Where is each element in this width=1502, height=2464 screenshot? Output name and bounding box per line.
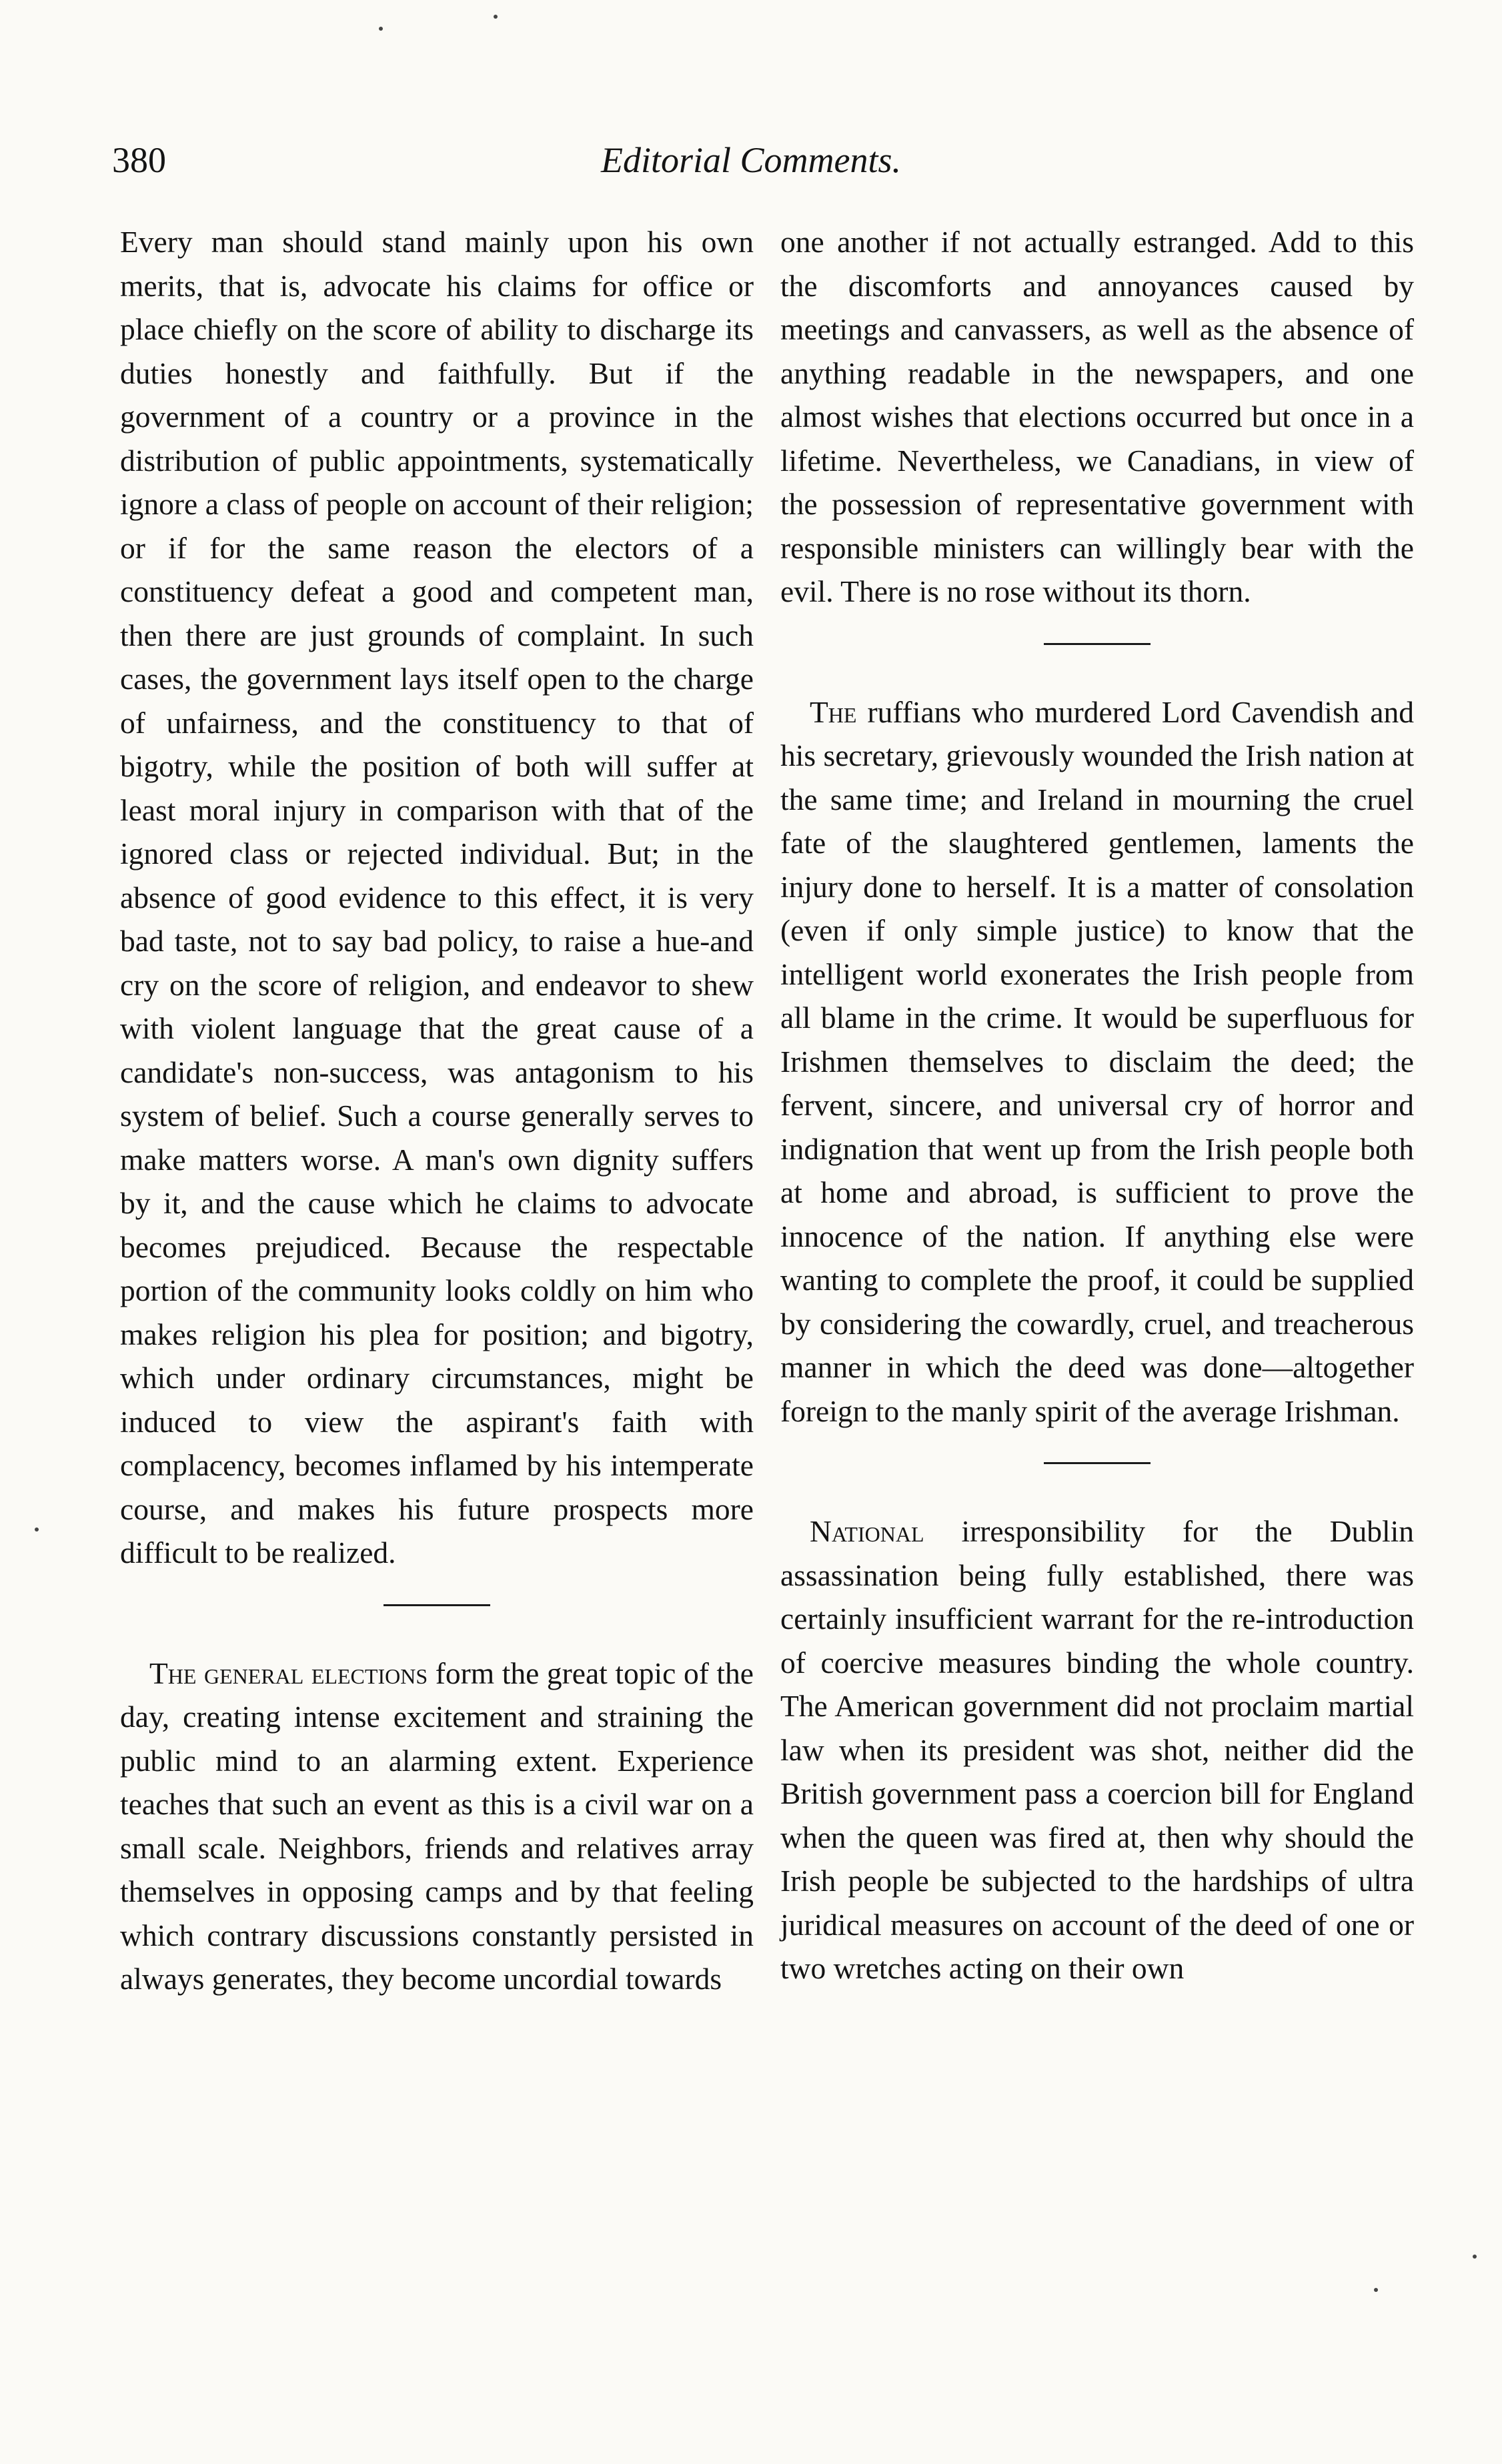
paragraph-lead-words: The: [810, 694, 857, 729]
scan-speck: [494, 15, 498, 19]
paragraph-lead-words: The general elections: [149, 1656, 428, 1690]
paragraph-ruffians: [780, 690, 1414, 1433]
paragraph-body: irresponsibility for the Dublin assassination being fully established, there was certainly insufficient warrant for the re-introduction of coercive measures binding the whole country. The American government did not proclaim martial law when its president was shot, neither did the British government pass a coercion bill for England when the queen was fired at, then why should the Irish people be subjected to the hardships of ultra juridical measures on account of the deed of one or two wretches acting on their own: [780, 1514, 1414, 1985]
page-number: 380: [112, 140, 166, 180]
paragraph-body: form the great topic of the day, creating intense excitement and straining the public mind to an alarming extent. Experience teaches that such an event as this is a civil war on a small scale. Neighbors, friends and relatives array themselves in opposing camps and by that feeling which contrary discussions constantly persisted in always generates, they become uncordial towards: [120, 1656, 754, 1996]
paragraph-national-irresponsibility: [780, 1509, 1414, 1990]
paragraph-merits: Every man should stand mainly upon his own merits, that is, advocate his claims for office or place chiefly on the score of ability to discharge its duties honestly and faithfully. But if the government of a country or a province in the distribution of public appointments, systematically ignore a class of people on account of their religion; or if for the same reason the electors of a constituency defeat a good and competent man, then there are just grounds of complaint. In such cases, the government lays itself open to the charge of unfairness, and the constituency to that of bigotry, while the position of both will suffer at least moral injury in comparison with that of the ignored class or rejected individual. But; in the absence of good evidence to this effect, it is very bad taste, not to say bad policy, to raise a hue-and cry on the score of religion, and endeavor to shew with violent language that the great cause of a candidate's non-success, was antagonism to his system of belief. Such a course generally serves to make matters worse. A man's own dignity suffers by it, and the cause which he claims to advocate becomes prejudiced. Because the respectable portion of the community looks coldly on him who makes religion his plea for position; and bigotry, which under ordinary circumstances, might be induced to view the aspirant's faith with complacency, becomes inflamed by his intemperate course, and makes his future prospects more difficult to be realized.: [120, 225, 754, 1570]
section-divider: [384, 1604, 490, 1606]
paragraph-general-elections: [120, 1652, 754, 2001]
scan-speck: [1374, 2288, 1378, 2292]
scan-speck: [1473, 2255, 1477, 2259]
running-title: Editorial Comments.: [600, 140, 901, 180]
paragraph-lead-words: National: [810, 1514, 924, 1548]
scan-speck: [35, 1527, 39, 1531]
scan-speck: [379, 27, 383, 31]
paragraph-elections-continued: one another if not actually estranged. Add to this the discomforts and annoyances caused by meetings and canvassers, as well as the absence of anything readable in the newspapers, and one almost wishes that elections occurred but once in a lifetime. Nevertheless, we Canadians, in view of the possession of representative government with responsible ministers can willingly bear with the evil. There is no rose without its thorn.: [780, 225, 1414, 608]
section-divider: [1044, 1462, 1151, 1464]
left-column: [120, 220, 754, 2001]
section-divider: [1044, 643, 1151, 645]
paragraph-body: ruffians who murdered Lord Cavendish and his secretary, grievously wounded the Irish nation at the same time; and Ireland in mourning the cruel fate of the slaughtered gentlemen, laments the injury done to herself. It is a matter of consolation (even if only simple justice) to know that the intelligent world exonerates the Irish people from all blame in the crime. It would be superfluous for Irishmen themselves to disclaim the deed; the fervent, sincere, and universal cry of horror and indignation that went up from the Irish people both at home and abroad, is sufficient to prove the innocence of the nation. If anything else were wanting to complete the proof, it could be supplied by considering the cowardly, cruel, and treacherous manner in which the deed was done—altogether foreign to the manly spirit of the average Irishman.: [780, 694, 1414, 1428]
right-column: [780, 220, 1414, 1990]
